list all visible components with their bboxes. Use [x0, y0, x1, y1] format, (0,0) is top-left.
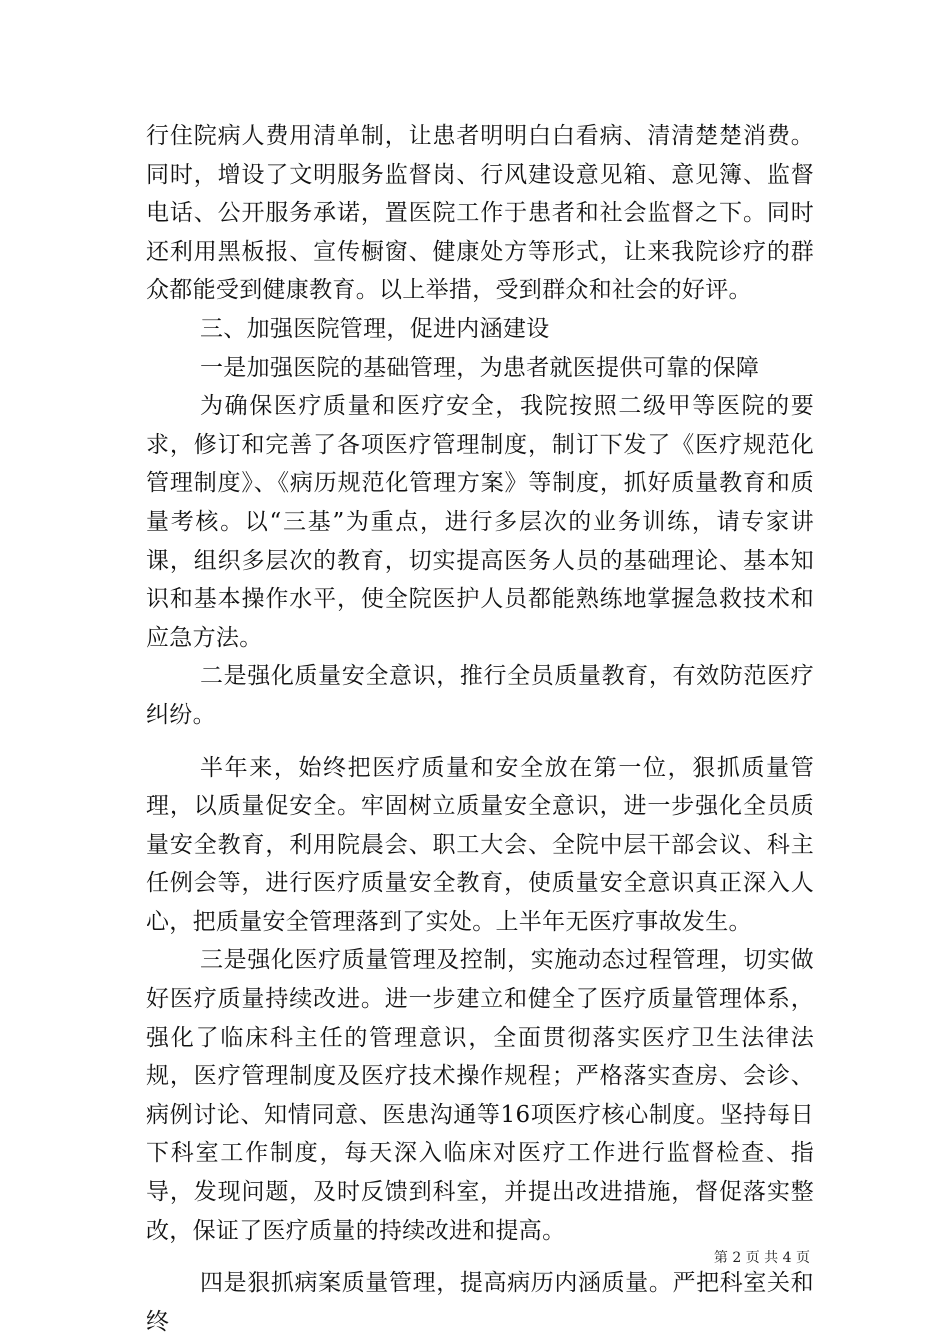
paragraph-continuation: 行住院病人费用清单制，让患者明明白白看病、清清楚楚消费。同时，增设了文明服务监督岗、行风建设意见箱、意见簿、监督电话、公开服务承诺，置医院工作于患者和社会监督之下。同时还利用黑板报、宣传橱窗、健康处方等形式，让来我院诊疗的群众都能受到健康教育。以上举措，受到群众和社会的好评。	[146, 123, 814, 304]
page-number: 第 2 页 共 4 页	[713, 1250, 810, 1266]
paragraph: 四是狠抓病案质量管理，提高病历内涵质量。严把科室关和终	[146, 1270, 814, 1335]
subsection-heading: 二是强化质量安全意识，推行全员质量教育，有效防范医疗纠纷。	[146, 663, 814, 728]
paragraph: 半年来，始终把医疗质量和安全放在第一位，狠抓质量管理，以质量促安全。牢固树立质量安全意识，进一步强化全员质量安全教育，利用院晨会、职工大会、全院中层干部会议、科主任例会等，进行医疗质量安全教育，使质量安全意识真正深入人心，把质量安全管理落到了实处。上半年无医疗事故发生。	[146, 754, 814, 935]
document-body	[146, 117, 814, 1341]
paragraph: 为确保医疗质量和医疗安全，我院按照二级甲等医院的要求，修订和完善了各项医疗管理制度，制订下发了《医疗规范化管理制度》、《病历规范化管理方案》等制度，抓好质量教育和质量考核。以“三基”为重点，进行多层次的业务训练，请专家讲课，组织多层次的教育，切实提高医务人员的基础理论、基本知识和基本操作水平，使全院医护人员都能熟练地掌握急救技术和应急方法。	[146, 393, 814, 651]
paragraph: 三是强化医疗质量管理及控制，实施动态过程管理，切实做好医疗质量持续改进。进一步建立和健全了医疗质量管理体系，强化了临床科主任的管理意识，全面贯彻落实医疗卫生法律法规，医疗管理制度及医疗技术操作规程；严格落实查房、会诊、病例讨论、知情同意、医患沟通等16项医疗核心制度。坚持每日下科室工作制度，每天深入临床对医疗工作进行监督检查、指导，发现问题，及时反馈到科室，并提出改进措施，督促落实整改，保证了医疗质量的持续改进和提高。	[146, 947, 814, 1244]
subsection-heading: 一是加强医院的基础管理，为患者就医提供可靠的保障	[200, 354, 760, 381]
section-heading: 三、加强医院管理，促进内涵建设	[200, 315, 550, 342]
